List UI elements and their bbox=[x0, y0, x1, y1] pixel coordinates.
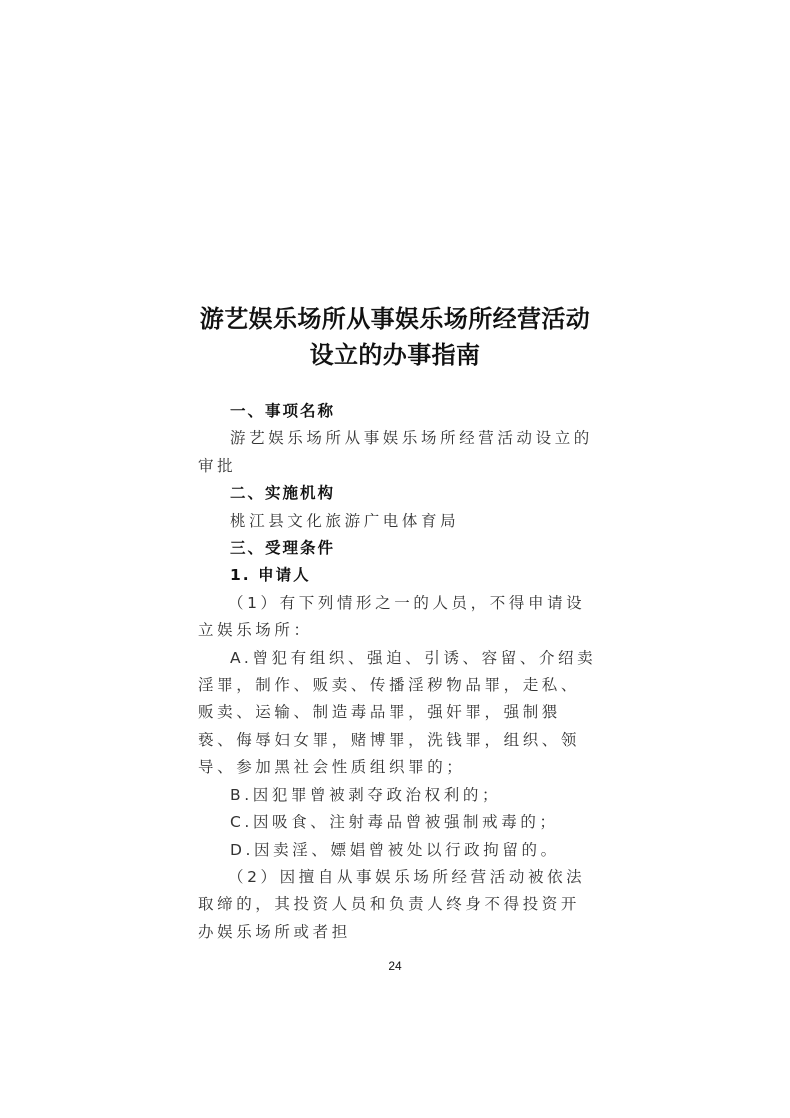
paragraph-c: C.因吸食、注射毒品曾被强制戒毒的； bbox=[230, 813, 559, 832]
paragraph-b: B.因犯罪曾被剥夺政治权利的； bbox=[230, 785, 502, 804]
document-title-line1: 游艺娱乐场所从事娱乐场所经营活动 bbox=[199, 304, 591, 333]
page-number: 24 bbox=[388, 959, 402, 973]
subheading-applicant: 1. 申请人 bbox=[230, 566, 311, 585]
document-body bbox=[198, 398, 598, 946]
section-heading-agency: 二、实施机构 bbox=[230, 484, 336, 503]
section-heading-item-name: 一、事项名称 bbox=[230, 402, 336, 420]
paragraph-1: （1）有下列情形之一的人员，不得申请设立娱乐场所： bbox=[198, 593, 586, 640]
document-title-line2: 设立的办事指南 bbox=[309, 340, 481, 369]
paragraph-a: A.曾犯有组织、强迫、引诱、容留、介绍卖淫罪，制作、贩卖、传播淫秽物品罪，走私、贩卖、运输、制造毒品罪，强奸罪，强制猥亵、侮辱妇女罪，赌博罪，洗钱罪，组织、领导、参加黑社会性质组织罪的； bbox=[198, 648, 597, 777]
paragraph-2: （2）因擅自从事娱乐场所经营活动被依法取缔的，其投资人员和负责人终身不得投资开办娱乐场所或者担 bbox=[198, 867, 586, 941]
item-name-text: 游艺娱乐场所从事娱乐场所经营活动设立的审批 bbox=[198, 429, 593, 475]
section-heading-conditions: 三、受理条件 bbox=[230, 539, 336, 558]
paragraph-d: D.因卖淫、嫖娼曾被处以行政拘留的。 bbox=[230, 840, 560, 859]
agency-text: 桃江县文化旅游广电体育局 bbox=[230, 511, 460, 530]
